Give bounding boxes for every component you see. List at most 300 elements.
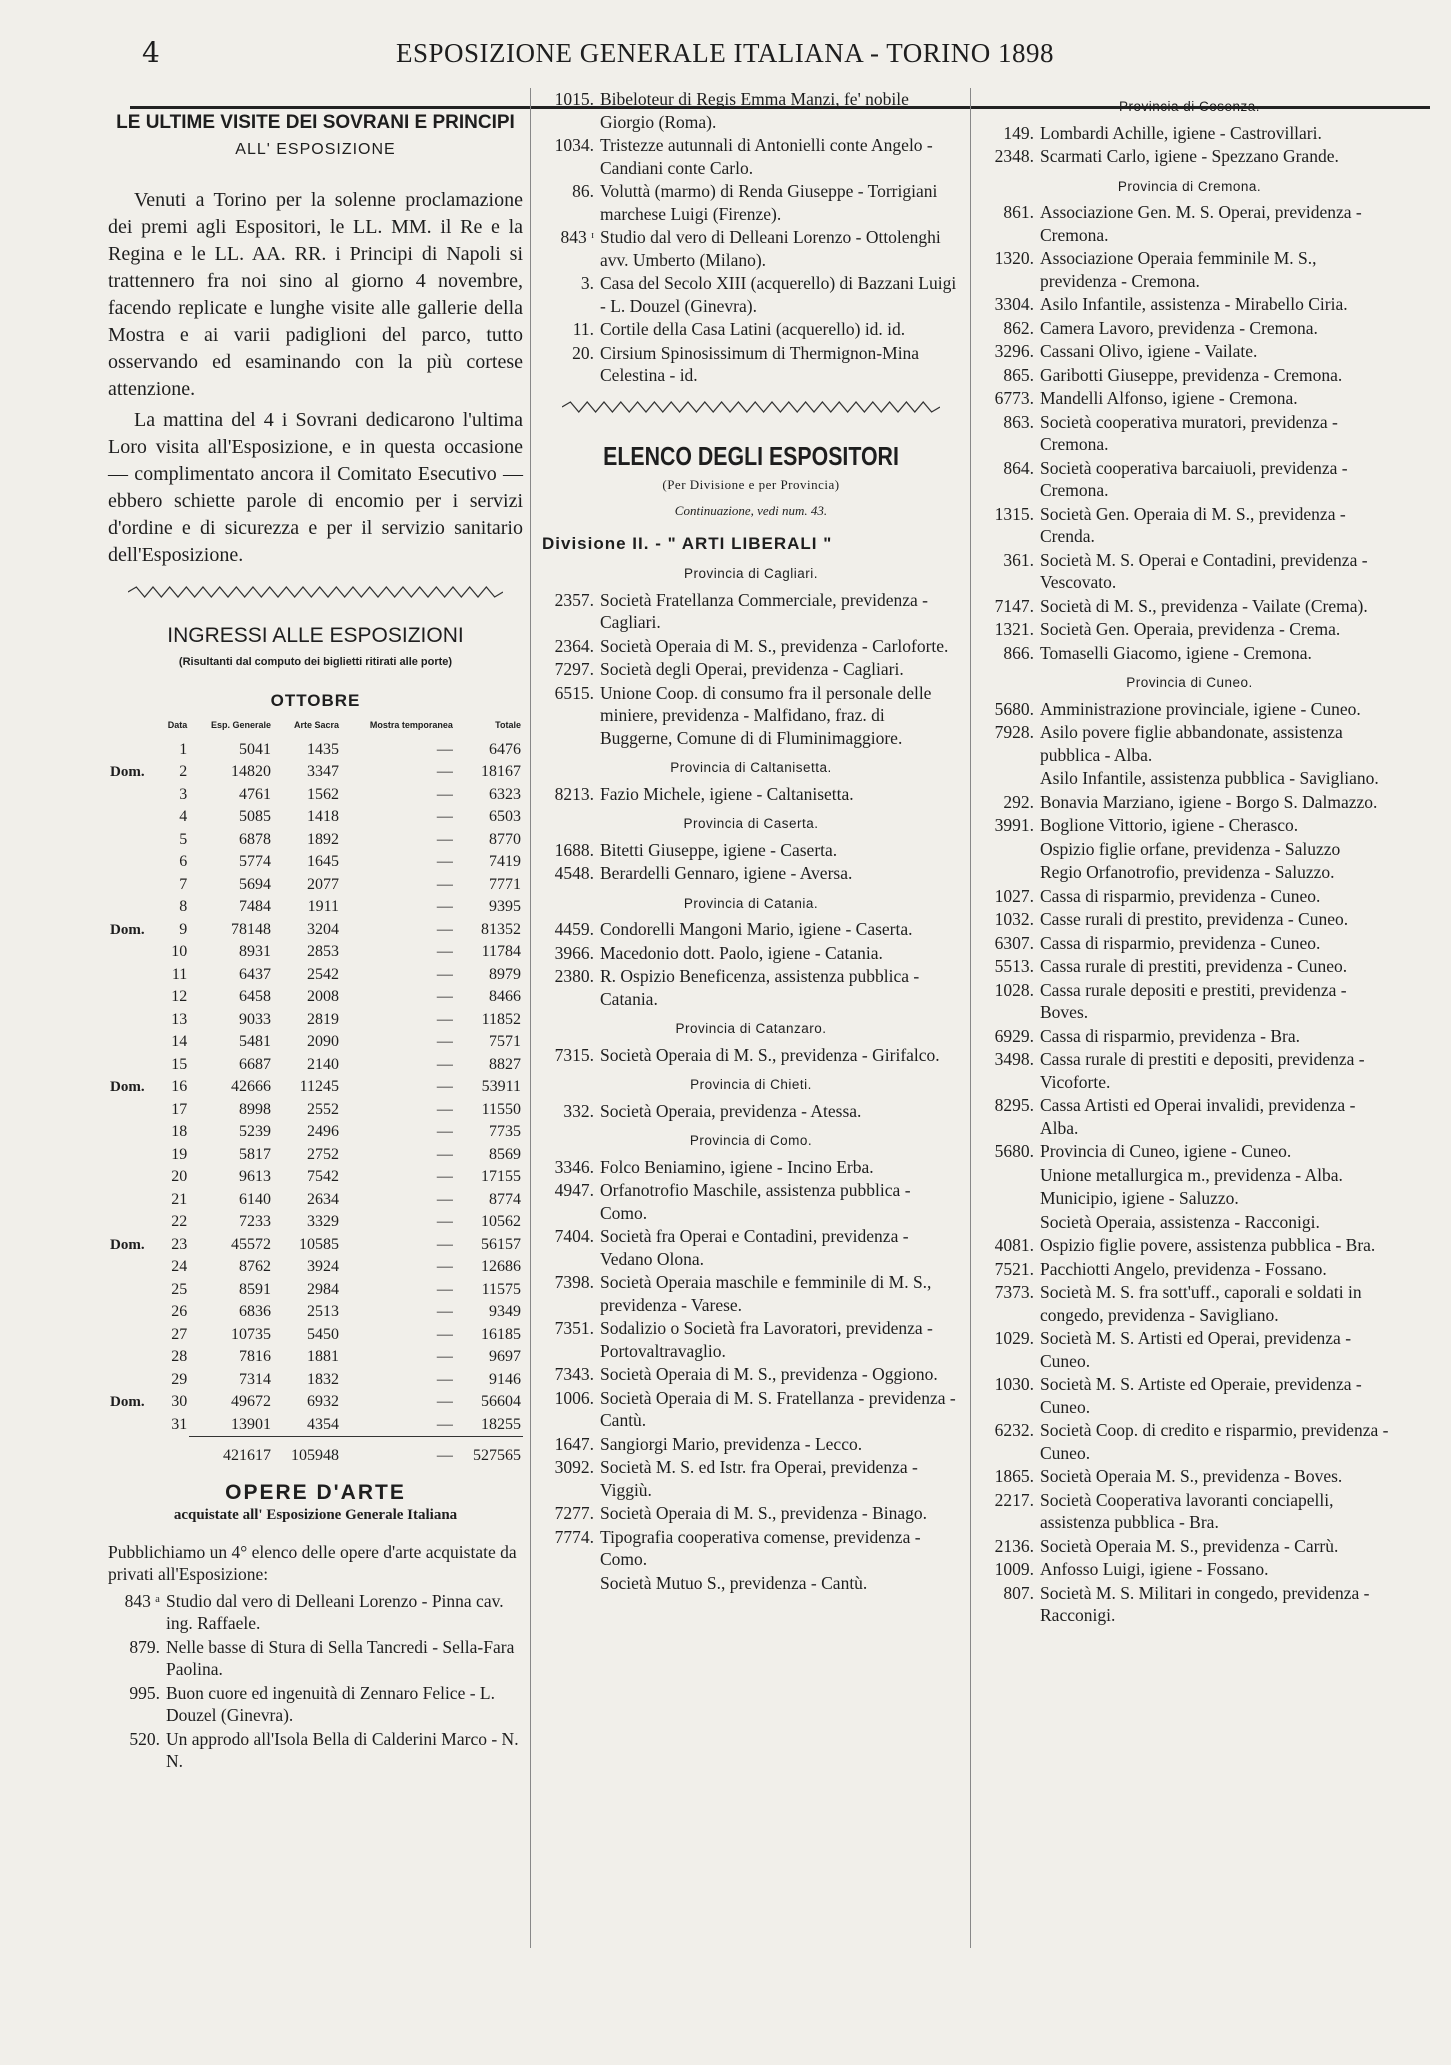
table-row (108, 1189, 523, 1212)
entry-text: Società cooperativa muratori, previdenza - Cremona. (1040, 411, 1338, 454)
total-cell: 105948 (273, 1437, 341, 1468)
entry-text: Anfosso Luigi, igiene - Fossano. (1040, 1559, 1269, 1579)
entry-text: Società Operaia, previdenza - Atessa. (600, 1100, 862, 1121)
province-heading: Provincia di Chieti. (690, 1077, 812, 1092)
table-cell: 1435 (307, 740, 340, 758)
table-row (108, 1279, 523, 1302)
dom-marker (108, 896, 158, 919)
ingressi-title: INGRESSI ALLE ESPOSIZIONI (167, 623, 464, 647)
table-cell: 18167 (481, 763, 521, 780)
table-cell: 9349 (489, 1303, 521, 1320)
list-item (108, 1590, 523, 1635)
entry-number: 807. (1003, 1582, 1034, 1603)
table-row (108, 1009, 523, 1032)
visit-article (108, 187, 523, 569)
dom-marker (108, 1324, 158, 1347)
table-row (108, 761, 523, 784)
entry-number: 1320. (994, 248, 1034, 268)
list-item (982, 1582, 1397, 1627)
table-header-cell: Arte Sacra (294, 720, 340, 730)
entry-number: 6307. (994, 932, 1034, 953)
dom-marker: Dom. (110, 1394, 145, 1410)
table-cell: 28 (171, 1348, 188, 1365)
entry-text: Società M. S. Militari in congedo, previdenza - Racconigi. (1040, 1582, 1370, 1625)
table-cell: 1645 (307, 853, 340, 870)
table-cell: 6932 (307, 1393, 340, 1410)
table-cell: 10562 (481, 1213, 521, 1230)
dom-marker (108, 1009, 158, 1032)
table-cell: 15 (171, 1055, 188, 1073)
table-cell: — (436, 1190, 453, 1208)
opere-intro: Pubblichiamo un 4° elenco delle opere d'arte acquistate da privati all'Esposizione: (108, 1541, 517, 1584)
entry-number: 7147. (994, 595, 1034, 616)
table-cell: — (436, 1280, 453, 1298)
list-item (982, 908, 1397, 931)
entry-text: Amministrazione provinciale, igiene - Cuneo. (1040, 698, 1361, 719)
entry-number: 7373. (994, 1282, 1034, 1302)
list-item (982, 1258, 1397, 1281)
entry-number: 3498. (994, 1049, 1034, 1069)
table-cell: 21 (171, 1190, 188, 1208)
list-item (982, 1234, 1397, 1257)
province-heading: Provincia di Como. (689, 1133, 813, 1148)
total-cell: 527565 (455, 1437, 523, 1468)
table-cell: 8591 (239, 1280, 272, 1298)
entry-text: Società Fratellanza Commerciale, previdenza - Cagliari. (600, 589, 928, 632)
total-cell: 421617 (189, 1437, 273, 1468)
entry-text: Berardelli Gennaro, igiene - Aversa. (600, 863, 853, 883)
table-cell: 8466 (489, 988, 521, 1005)
entry-number: 2364. (554, 635, 594, 656)
entry-number: 2217. (994, 1489, 1034, 1510)
entry-text: Casse rurali di prestito, previdenza - Cuneo. (1040, 909, 1349, 929)
table-cell: 8979 (489, 965, 521, 983)
entry-number: 995. (129, 1682, 160, 1703)
entry-number: 7351. (554, 1318, 594, 1338)
entry-number: 7315. (554, 1044, 594, 1065)
entry-text: Unione metallurgica m., previdenza - Alba. (1040, 1164, 1343, 1185)
entry-text: Ospizio figlie povere, assistenza pubblica - Bra. (1040, 1235, 1376, 1255)
entry-text: Ospizio figlie orfane, previdenza - Saluzzo (1040, 838, 1341, 859)
table-cell: 2513 (307, 1303, 340, 1320)
list-item (542, 1225, 960, 1270)
table-cell: 1418 (307, 808, 340, 825)
dom-marker (108, 1099, 158, 1122)
province-heading: Provincia di Cagliari. (683, 566, 819, 581)
ornament-divider (562, 400, 940, 414)
entry-text: Società Operaia, assistenza - Racconigi. (1040, 1211, 1320, 1232)
entry-text: Asilo Infantile, assistenza pubblica - Savigliano. (1040, 768, 1379, 788)
list-item (982, 1465, 1397, 1488)
list-item (982, 1025, 1397, 1048)
entry-number: 4548. (554, 863, 594, 883)
table-row (108, 874, 523, 897)
list-item (542, 589, 960, 634)
entry-text: Orfanotrofio Maschile, assistenza pubblica - Como. (600, 1180, 911, 1223)
totals-row (108, 1437, 523, 1468)
divisione-heading: Divisione II. - " ARTI LIBERALI " (542, 533, 833, 553)
entry-text: Società Gen. Operaia, previdenza - Crema. (1040, 619, 1341, 639)
entry-number: 843 ᵃ (124, 1590, 160, 1611)
entry-number (982, 1187, 1040, 1210)
list-item (542, 839, 960, 862)
list-item (982, 1187, 1397, 1210)
entry-text: Pacchiotti Angelo, previdenza - Fossano. (1040, 1258, 1327, 1279)
table-cell: 19 (171, 1145, 188, 1163)
ingressi-subtitle: (Risultanti dal computo dei biglietti ritirati alle porte) (178, 656, 453, 668)
table-cell: 2077 (307, 875, 340, 893)
list-item (982, 247, 1397, 292)
table-cell: — (436, 1100, 453, 1118)
table-cell: 9033 (239, 1010, 272, 1028)
entry-number: 1030. (994, 1374, 1034, 1394)
entry-number: 7277. (554, 1503, 594, 1523)
list-item (982, 340, 1397, 363)
table-cell: 7 (179, 875, 188, 893)
dom-marker (108, 784, 158, 807)
entry-text: Studio dal vero di Delleani Lorenzo - Ottolenghi avv. Umberto (Milano). (600, 227, 941, 270)
entry-text: Casa del Secolo XIII (acquerello) di Bazzani Luigi - L. Douzel (Ginevra). (600, 273, 957, 316)
dom-marker (108, 1301, 158, 1324)
visit-subtitle: ALL' ESPOSIZIONE (235, 140, 396, 158)
ingressi-table (108, 712, 523, 1468)
table-cell: 2984 (307, 1280, 340, 1298)
table-cell: — (436, 1325, 453, 1343)
list-item (542, 226, 960, 271)
table-cell: 5239 (239, 1123, 272, 1140)
table-cell: 8 (179, 898, 188, 915)
table-cell: 7542 (307, 1168, 340, 1185)
entry-text: Società Operaia di M. S., previdenza - Binago. (600, 1503, 928, 1523)
table-cell: 81352 (481, 920, 521, 938)
entry-number: 879. (129, 1636, 160, 1657)
dom-marker (108, 1144, 158, 1167)
entry-number: 4081. (994, 1235, 1034, 1255)
table-cell: 11550 (481, 1100, 521, 1118)
entry-number: 5680. (994, 698, 1034, 719)
entry-number: 2380. (554, 966, 594, 986)
list-item (982, 411, 1397, 456)
table-cell: 2496 (307, 1123, 340, 1140)
province-heading: Provincia di Caltanisetta. (670, 760, 832, 775)
dom-marker (108, 1031, 158, 1054)
table-row (108, 1144, 523, 1167)
list-item (982, 1281, 1397, 1326)
table-cell: 7816 (239, 1348, 272, 1365)
province-heading: Provincia di Catanzaro. (675, 1021, 827, 1036)
entry-number: 1315. (994, 503, 1034, 524)
table-cell: 9395 (489, 898, 521, 915)
entry-number: 1032. (994, 909, 1034, 929)
entry-text: Boglione Vittorio, igiene - Cherasco. (1040, 815, 1299, 835)
table-cell: 1 (179, 740, 188, 758)
table-cell: 2552 (307, 1100, 340, 1118)
entry-text: Società Mutuo S., previdenza - Cantù. (600, 1572, 868, 1593)
entry-number (982, 1211, 1040, 1234)
entry-text: Macedonio dott. Paolo, igiene - Catania. (600, 942, 883, 963)
list-item (982, 932, 1397, 955)
dom-marker (108, 829, 158, 852)
table-cell: 11 (171, 965, 188, 983)
table-row (108, 1031, 523, 1054)
table-cell: 56157 (481, 1235, 521, 1253)
list-item (982, 979, 1397, 1024)
continuazione-note: Continuazione, vedi num. 43. (674, 503, 828, 518)
table-cell: 20 (171, 1168, 188, 1185)
table-cell: 1892 (307, 830, 340, 848)
list-item (542, 918, 960, 941)
table-cell: 45572 (231, 1235, 272, 1253)
table-cell: 9146 (489, 1370, 521, 1388)
table-cell: 6140 (239, 1190, 272, 1208)
table-cell: — (436, 965, 453, 983)
table-cell: 29 (171, 1370, 188, 1388)
entry-number: 2357. (554, 589, 594, 610)
list-item (542, 1526, 960, 1571)
entry-text: Cassa di risparmio, previdenza - Bra. (1040, 1025, 1300, 1046)
list-item (542, 272, 960, 317)
entry-text: Società Operaia M. S., previdenza - Boves. (1040, 1466, 1343, 1486)
table-cell: 6458 (239, 988, 272, 1005)
list-item (542, 1572, 960, 1595)
list-item (542, 342, 960, 387)
entry-number: 11. (572, 319, 594, 339)
entry-text: Asilo povere figlie abbandonate, assistenza pubblica - Alba. (1040, 722, 1343, 765)
entry-text: Buon cuore ed ingenuità di Zennaro Felice - L. Douzel (Ginevra). (166, 1682, 495, 1725)
dom-marker (108, 986, 158, 1009)
entry-text: Società di M. S., previdenza - Vailate (Crema). (1040, 595, 1368, 616)
entry-text: Tomaselli Giacomo, igiene - Cremona. (1040, 642, 1312, 663)
table-cell: 4354 (307, 1415, 340, 1433)
list-item (982, 364, 1397, 387)
table-cell: 8762 (239, 1258, 272, 1275)
entry-text: Società cooperativa barcaiuoli, previdenza - Cremona. (1040, 457, 1348, 500)
table-row (108, 739, 523, 762)
table-cell: 7484 (239, 898, 272, 915)
table-cell: — (436, 1078, 453, 1095)
entry-text: Società M. S. Operai e Contadini, previdenza - Vescovato. (1040, 549, 1368, 592)
table-cell: 25 (171, 1280, 188, 1298)
entry-number (542, 1572, 600, 1595)
table-cell: 1562 (307, 785, 340, 803)
entry-number: 6773. (994, 388, 1034, 408)
list-item (982, 457, 1397, 502)
table-cell: 8931 (239, 943, 272, 960)
table-cell: 6437 (239, 965, 272, 983)
entry-text: Società M. S. Artiste ed Operaie, previdenza - Cuneo. (1040, 1374, 1362, 1417)
table-cell: — (436, 785, 453, 803)
entry-number: 8295. (994, 1095, 1034, 1115)
table-cell: — (436, 853, 453, 870)
table-cell: 6323 (489, 785, 521, 803)
entry-number (982, 767, 1040, 790)
dom-marker (108, 1166, 158, 1189)
entry-text: Società Operaia di M. S. Fratellanza - previdenza - Cantù. (600, 1387, 956, 1430)
entry-text: Unione Coop. di consumo fra il personale delle miniere, previdenza - Malfidano, fraz. di Buggerne, Comune di di Fluminimaggiore. (600, 682, 932, 748)
table-cell: 6687 (239, 1055, 272, 1073)
entry-number (982, 861, 1040, 884)
entry-text: Società degli Operai, previdenza - Cagliari. (600, 659, 904, 679)
table-cell: 6878 (239, 830, 272, 848)
table-row (108, 1369, 523, 1392)
table-row (108, 1234, 523, 1257)
table-cell: 2819 (307, 1010, 340, 1028)
dom-marker: Dom. (110, 1236, 145, 1253)
table-cell: 9 (179, 920, 188, 938)
table-cell: — (436, 808, 453, 825)
opere-title: OPERE D'ARTE (225, 1480, 406, 1504)
table-cell: 2 (179, 763, 188, 780)
dom-marker (108, 739, 158, 762)
table-cell: — (436, 1415, 453, 1433)
table-row (108, 986, 523, 1009)
table-row (108, 919, 523, 942)
entry-text: Garibotti Giuseppe, previdenza - Cremona. (1040, 364, 1343, 385)
dom-marker (108, 964, 158, 987)
table-cell: — (436, 1393, 453, 1410)
table-cell: — (436, 920, 453, 938)
table-cell: 4761 (239, 785, 272, 803)
opere-subtitle: acquistate all' Esposizione Generale Italiana (173, 1507, 458, 1523)
list-item (542, 1179, 960, 1224)
entry-number: 1006. (554, 1387, 594, 1408)
table-row (108, 1256, 523, 1279)
list-item (982, 1164, 1397, 1187)
entry-text: Cassa Artisti ed Operai invalidi, previdenza - Alba. (1040, 1095, 1356, 1138)
entry-number: 2136. (994, 1535, 1034, 1556)
entry-number: 86. (572, 181, 594, 201)
table-cell: 53911 (481, 1078, 521, 1095)
table-cell: 16185 (481, 1325, 521, 1343)
entry-text: Municipio, igiene - Saluzzo. (1040, 1188, 1239, 1208)
dom-marker (108, 1054, 158, 1077)
table-cell: 2752 (307, 1145, 340, 1163)
table-cell: 11784 (481, 943, 521, 960)
table-row (108, 896, 523, 919)
opere-list-continued (542, 88, 960, 387)
dom-marker (108, 1189, 158, 1212)
dom-marker: Dom. (110, 921, 145, 938)
list-item (542, 1271, 960, 1316)
column-divider (970, 88, 971, 1948)
list-item (542, 1387, 960, 1432)
entry-number: 292. (1003, 791, 1034, 812)
entry-text: Società M. S. fra sott'uff., caporali e soldati in congedo, previdenza - Savigliano. (1040, 1282, 1362, 1325)
table-header-cell: Totale (495, 720, 521, 730)
table-cell: — (436, 1168, 453, 1185)
table-cell: — (436, 740, 453, 758)
list-item (542, 318, 960, 341)
table-header-cell: Esp. Generale (210, 720, 272, 730)
list-item (542, 1317, 960, 1362)
table-cell: 3329 (307, 1213, 340, 1230)
table-row (108, 1099, 523, 1122)
province-heading: Provincia di Caserta. (683, 816, 819, 831)
elenco-subtitle: (Per Divisione e per Provincia) (662, 476, 840, 492)
table-cell: 4 (179, 808, 188, 825)
dom-marker (108, 1279, 158, 1302)
table-header-cell (108, 712, 158, 739)
entry-number: 3092. (554, 1457, 594, 1477)
table-cell: — (436, 1145, 453, 1163)
entry-text: Società M. S. Artisti ed Operai, previdenza - Cuneo. (1040, 1328, 1352, 1371)
elenco-title: ELENCO DEGLI ESPOSITORI (603, 441, 899, 471)
table-cell: 5774 (239, 853, 272, 870)
table-cell: 10735 (231, 1325, 272, 1343)
opere-list (108, 1590, 523, 1773)
entry-text: Società Operaia di M. S., previdenza - Girifalco. (600, 1044, 940, 1065)
table-row (108, 1076, 523, 1099)
list-item (542, 682, 960, 750)
table-cell: 7735 (489, 1123, 521, 1140)
table-cell: — (436, 1033, 453, 1050)
dom-marker: Dom. (110, 764, 145, 780)
entry-number: 20. (572, 342, 594, 363)
entry-text: Bibeloteur di Regis Emma Manzi, fe' nobile Giorgio (Roma). (600, 89, 909, 132)
table-cell: 7314 (239, 1370, 272, 1388)
list-item (108, 1682, 523, 1727)
entry-text: Società M. S. ed Istr. fra Operai, previdenza - Viggiù. (600, 1457, 918, 1500)
list-item (982, 791, 1397, 814)
entry-number: 6929. (994, 1025, 1034, 1046)
expositors-list (982, 96, 1397, 1627)
entry-text: Tipografia cooperativa comense, previdenza - Como. (600, 1526, 921, 1569)
list-item (982, 1094, 1397, 1139)
table-cell: 11575 (481, 1280, 521, 1298)
list-item (542, 658, 960, 681)
list-item (982, 317, 1397, 340)
dom-marker (108, 941, 158, 964)
table-cell: 14 (171, 1033, 188, 1050)
entry-number (982, 838, 1040, 861)
table-cell: 3204 (307, 920, 340, 938)
entry-text: Voluttà (marmo) di Renda Giuseppe - Torrigiani marchese Luigi (Firenze). (600, 181, 938, 224)
entry-number: 1688. (554, 839, 594, 860)
table-cell: 2090 (307, 1033, 340, 1050)
entry-number: 1647. (554, 1433, 594, 1454)
entry-number: 865. (1003, 364, 1034, 385)
table-cell: 2140 (307, 1055, 340, 1073)
list-item (982, 1419, 1397, 1464)
entry-text: Società Operaia maschile e femminile di M. S., previdenza - Varese. (600, 1272, 932, 1315)
table-cell (158, 1437, 189, 1468)
entry-number: 520. (129, 1728, 160, 1749)
entry-number: 332. (563, 1100, 594, 1121)
table-cell: — (436, 763, 453, 780)
entry-number: 1027. (994, 885, 1034, 906)
entry-number: 2348. (994, 146, 1034, 166)
entry-number: 7297. (554, 659, 594, 679)
entry-text: Cassa di risparmio, previdenza - Cuneo. (1040, 885, 1321, 906)
entry-number: 3304. (994, 294, 1034, 314)
table-cell: 2008 (307, 988, 340, 1005)
table-row (108, 1121, 523, 1144)
entry-number: 862. (1003, 317, 1034, 338)
table-cell: 3 (179, 785, 188, 803)
paragraph: La mattina del 4 i Sovrani dedicarono l'ultima Loro visita all'Esposizione, e in questa occasione — complimentato ancora il Comitato Esecutivo — ebbero schiette parole di encomio per i servizi d'ordine e di sicurezza e per il servizio sanitario dell'Esposizione. (108, 409, 523, 566)
table-cell: 2542 (307, 965, 340, 983)
entry-text: Scarmati Carlo, igiene - Spezzano Grande. (1040, 146, 1339, 166)
entry-text: Società Operaia di M. S., previdenza - Carloforte. (600, 635, 949, 656)
entry-number: 861. (1003, 202, 1034, 222)
column-divider (530, 88, 531, 1948)
list-item (542, 1502, 960, 1525)
table-cell: 7419 (489, 853, 521, 870)
dom-marker (108, 1369, 158, 1392)
table-cell: 17 (171, 1100, 188, 1118)
entry-number: 4947. (554, 1180, 594, 1200)
list-item (982, 145, 1397, 168)
